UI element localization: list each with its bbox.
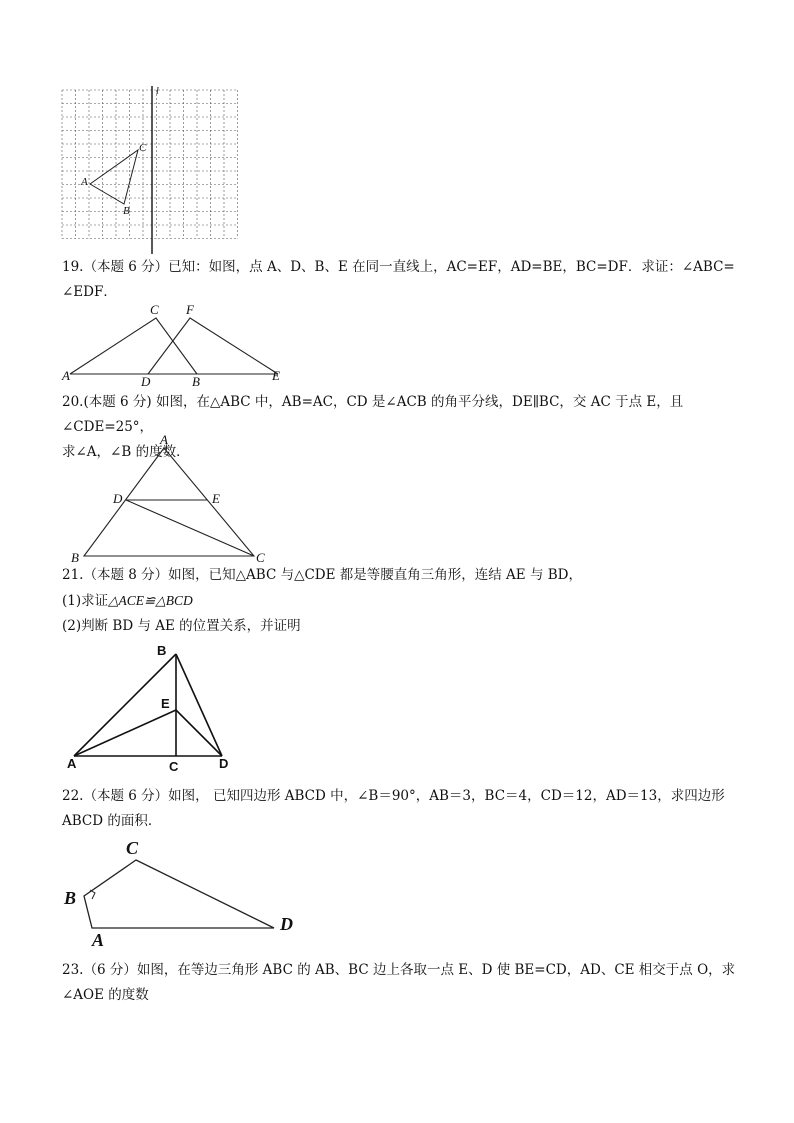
q21-diagram bbox=[64, 642, 244, 778]
q21-label-e: E bbox=[161, 696, 170, 711]
q22-line1 bbox=[62, 784, 738, 809]
q19-label-b: B bbox=[192, 374, 200, 389]
q21-part2: (2)判断 BD 与 AE 的位置关系，并证明 bbox=[62, 618, 301, 634]
q20-label-d: D bbox=[113, 491, 123, 506]
q19-number: 19. bbox=[62, 259, 84, 275]
q21-number: 21. bbox=[62, 567, 84, 583]
point-a-label: A bbox=[81, 176, 88, 188]
q19-line1 bbox=[62, 255, 738, 280]
q19-label-a: A bbox=[62, 368, 70, 383]
q20-label-e: E bbox=[212, 491, 220, 506]
q21-line1 bbox=[62, 563, 738, 588]
question-19 bbox=[62, 255, 738, 305]
q20-label-c: C bbox=[256, 550, 265, 565]
q20-number: 20. bbox=[62, 394, 84, 410]
q20-text-1: (本题 6 分) 如图，在△ABC 中，AB=AC，CD 是∠ACB 的角平分线，DE∥BC，交 AC 于点 E，且∠CDE=25°， bbox=[62, 394, 684, 435]
q21-label-c: C bbox=[169, 759, 179, 774]
q23-text-1: （6 分）如图，在等边三角形 ABC 的 AB、BC 边上各取一点 E、D 使 BE=CD，AD、CE 相交于点 O，求 bbox=[83, 962, 736, 978]
q21-label-a: A bbox=[67, 756, 77, 771]
q22-label-b: B bbox=[64, 888, 77, 908]
q21-label-b: B bbox=[157, 643, 167, 658]
q19-line2: ∠EDF． bbox=[62, 284, 117, 300]
q18-figure bbox=[62, 86, 252, 260]
q23-number: 23. bbox=[62, 962, 84, 978]
q21-part1-math: △ACE≌△BCD bbox=[108, 593, 193, 608]
q23-line2: ∠AOE 的度数 bbox=[62, 987, 149, 1003]
question-22 bbox=[62, 784, 738, 834]
q22-line2: ABCD 的面积． bbox=[62, 813, 162, 829]
q21-figure bbox=[64, 642, 244, 778]
q19-label-e: E bbox=[272, 368, 280, 383]
point-b-label: B bbox=[123, 205, 130, 217]
point-c-label: C bbox=[139, 142, 147, 154]
q20-diagram bbox=[66, 436, 276, 566]
q20-label-b: B bbox=[71, 550, 79, 565]
q21-part1-prefix: (1)求证 bbox=[62, 593, 109, 609]
q20-label-a: A bbox=[160, 432, 168, 447]
q22-label-c: C bbox=[126, 838, 139, 858]
q19-label-c: C bbox=[150, 302, 159, 317]
q19-text-1: （本题 6 分）已知：如图，点 A、D、B、E 在同一直线上，AC=EF，AD=BE，BC=DF．求证：∠ABC= bbox=[83, 259, 735, 275]
question-23 bbox=[62, 958, 738, 1008]
q21-part1 bbox=[62, 588, 738, 614]
q19-label-d: D bbox=[141, 374, 151, 389]
q22-number: 22. bbox=[62, 788, 84, 804]
q19-label-f: F bbox=[186, 302, 194, 317]
q22-label-a: A bbox=[92, 930, 105, 950]
q22-text-1: （本题 6 分）如图， 已知四边形 ABCD 中，∠B＝90°，AB＝3，BC＝4，CD＝12，AD＝13，求四边形 bbox=[83, 788, 725, 804]
q19-figure bbox=[62, 300, 302, 390]
q20-line2: 求∠A，∠B 的度数． bbox=[62, 444, 190, 460]
grid-figure bbox=[62, 90, 252, 260]
q20-figure bbox=[66, 432, 276, 566]
q22-label-d: D bbox=[280, 914, 293, 934]
q21-text-1: （本题 8 分）如图，已知△ABC 与△CDE 都是等腰直角三角形，连结 AE 与 BD， bbox=[83, 567, 582, 583]
q22-figure bbox=[62, 838, 312, 958]
question-21 bbox=[62, 563, 738, 639]
line-l-label: l bbox=[156, 86, 159, 97]
q23-line1 bbox=[62, 958, 738, 983]
triangle-abc bbox=[90, 150, 138, 204]
q21-label-d: D bbox=[219, 756, 229, 771]
q19-diagram bbox=[62, 300, 302, 390]
